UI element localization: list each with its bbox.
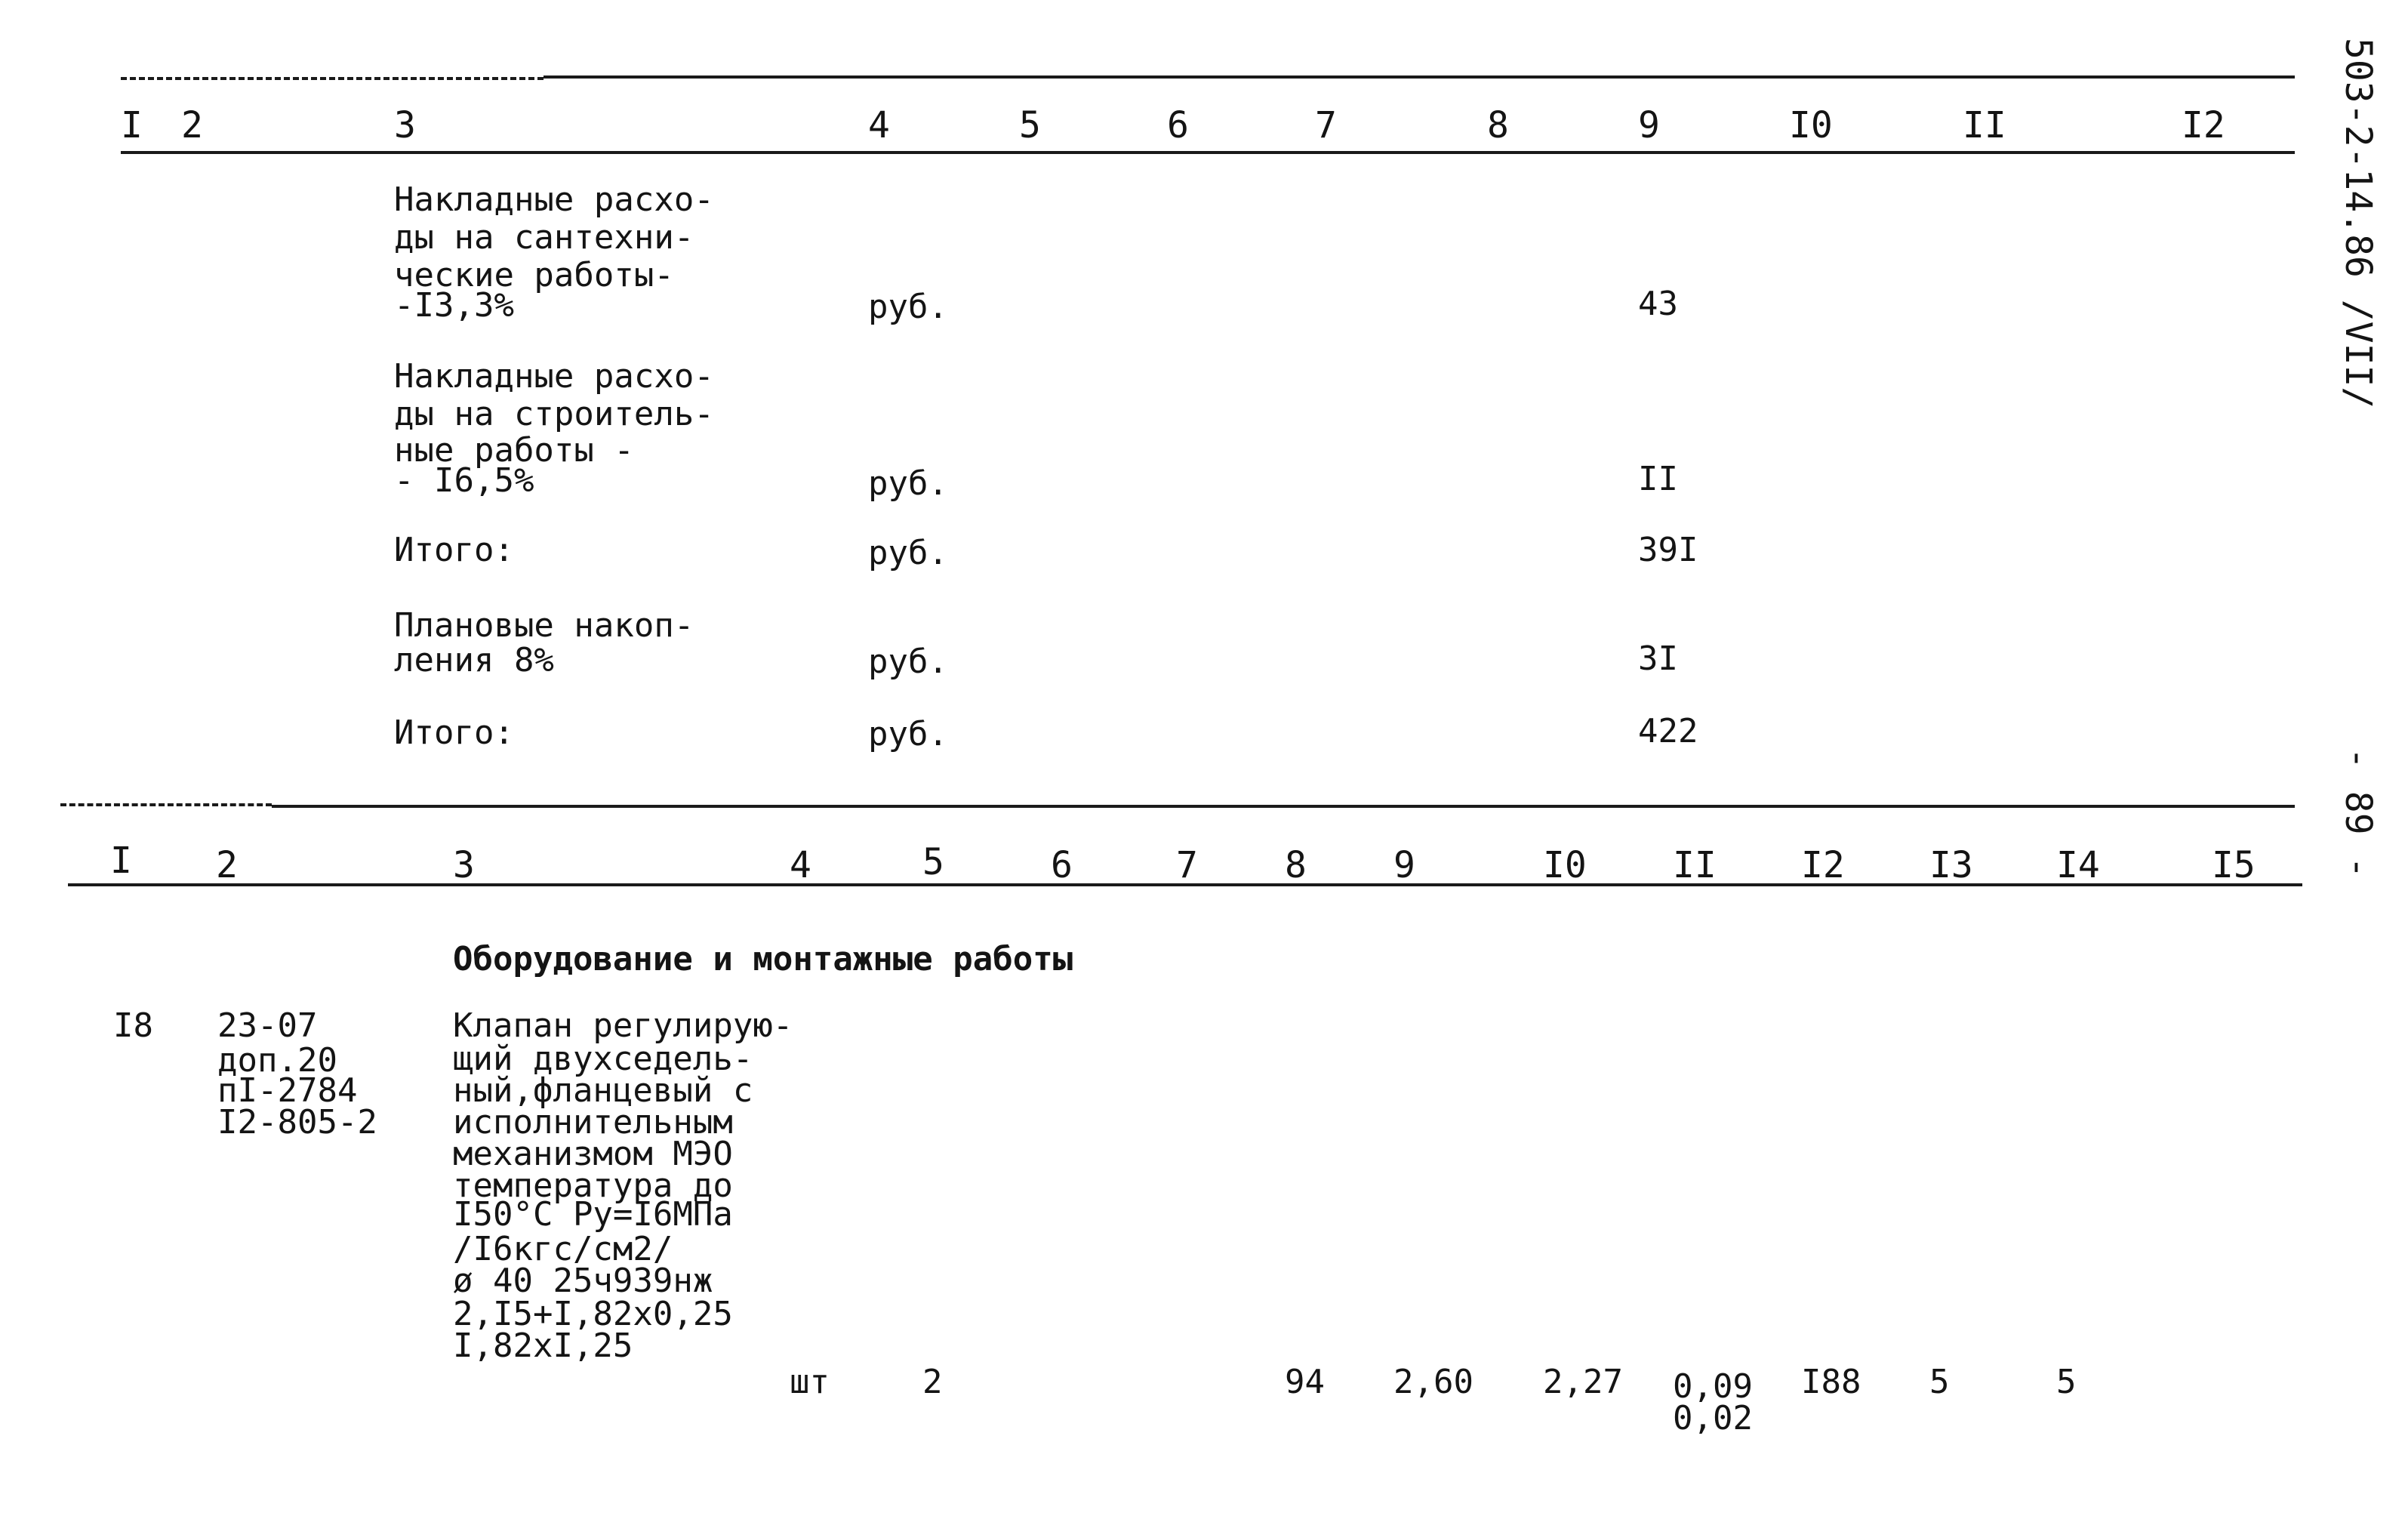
upper-col-header: 9	[1638, 104, 1660, 146]
lower-col-header: I0	[1543, 844, 1587, 886]
upper-col-header: 7	[1315, 104, 1337, 146]
upper-col-header: I0	[1789, 104, 1833, 146]
upper-col-header: 6	[1167, 104, 1189, 146]
lower-col-header: 3	[453, 844, 475, 886]
lower-col-header: II	[1673, 844, 1717, 886]
upper-header-rule	[121, 151, 2295, 154]
upper-col-header: 5	[1019, 104, 1041, 146]
item-col-11: 0,09	[1673, 1367, 1753, 1406]
row-unit: руб.	[868, 288, 948, 326]
upper-col-header: 8	[1487, 104, 1509, 146]
row-unit: руб.	[868, 715, 948, 753]
row-value: 39I	[1638, 531, 1698, 569]
row-description-line: Накладные расхо-	[394, 180, 714, 219]
item-description-line: ø 40 25ч939нж	[453, 1262, 713, 1300]
item-code-line: 23-07	[217, 1006, 318, 1045]
row-description-line: ческие работы-	[394, 256, 674, 294]
item-description-line: щий двухседель-	[453, 1040, 753, 1078]
row-description-line: ления 8%	[394, 641, 554, 679]
row-description-line: Накладные расхо-	[394, 357, 714, 396]
item-description-line: 2,I5+I,82x0,25	[453, 1295, 733, 1333]
item-description-line: температура до	[453, 1166, 733, 1205]
row-description-line: -I3,3%	[394, 286, 514, 325]
item-description-line: /I6кгс/см2/	[453, 1230, 673, 1268]
item-unit: шт	[790, 1363, 830, 1401]
item-number: I8	[113, 1006, 153, 1045]
lower-col-header: I2	[1801, 844, 1845, 886]
item-description-line: ный,фланцевый с	[453, 1071, 753, 1110]
row-unit: руб.	[868, 534, 948, 572]
item-col-10: 2,27	[1543, 1363, 1623, 1401]
lower-top-rule	[272, 805, 2295, 808]
row-value: 422	[1638, 712, 1698, 750]
upper-top-rule-dashed	[121, 77, 543, 80]
lower-col-header: I4	[2056, 844, 2100, 886]
row-description-line: Итого:	[394, 713, 514, 752]
row-value: 3I	[1638, 639, 1678, 678]
item-col-12: I88	[1801, 1363, 1861, 1401]
item-col-11: 0,02	[1673, 1399, 1753, 1437]
item-description-line: механизмом МЭО	[453, 1135, 733, 1173]
item-description-line: Клапан регулирую-	[453, 1006, 793, 1045]
item-code-line: пI-2784	[217, 1071, 358, 1110]
item-col-8: 94	[1285, 1363, 1325, 1401]
item-description-line: I50°C Ру=I6МПа	[453, 1195, 733, 1234]
row-description-line: Плановые накоп-	[394, 606, 694, 645]
lower-col-header: 2	[216, 844, 238, 886]
row-description-line: Итого:	[394, 531, 514, 569]
document-code: 503-2-14.86 /VII/	[2337, 38, 2379, 409]
lower-col-header: 9	[1393, 844, 1415, 886]
lower-header-rule	[68, 883, 2302, 886]
row-description-line: ды на сантехни-	[394, 218, 694, 257]
lower-col-header: 7	[1176, 844, 1198, 886]
item-description-line: исполнительным	[453, 1103, 733, 1142]
upper-col-header: 4	[868, 104, 890, 146]
upper-top-rule	[543, 75, 2295, 79]
lower-col-header: 5	[922, 841, 944, 883]
lower-top-rule-dashed	[60, 803, 272, 806]
row-description-line: - I6,5%	[394, 461, 534, 500]
lower-col-header: I3	[1929, 844, 1973, 886]
upper-col-header: II	[1963, 104, 2006, 146]
item-code-line: доп.20	[217, 1041, 337, 1080]
item-quantity: 2	[922, 1363, 943, 1401]
upper-col-header: I2	[2182, 104, 2225, 146]
item-code-line: I2-805-2	[217, 1103, 377, 1142]
row-description-line: ды на строитель-	[394, 395, 714, 433]
row-value: II	[1638, 460, 1678, 498]
upper-col-header: I	[121, 104, 143, 146]
lower-col-header: 6	[1051, 844, 1073, 886]
section-title: Оборудование и монтажные работы	[453, 940, 1073, 978]
item-col-13: 5	[1929, 1363, 1950, 1401]
item-col-9: 2,60	[1393, 1363, 1473, 1401]
row-unit: руб.	[868, 642, 948, 681]
lower-col-header: 8	[1285, 844, 1307, 886]
upper-col-header: 2	[181, 104, 203, 146]
row-unit: руб.	[868, 464, 948, 503]
item-col-14: 5	[2056, 1363, 2077, 1401]
upper-col-header: 3	[394, 104, 416, 146]
page-number: - 89 -	[2337, 747, 2379, 879]
lower-col-header: I5	[2212, 844, 2256, 886]
row-description-line: ные работы -	[394, 431, 634, 470]
item-description-line: I,82xI,25	[453, 1326, 633, 1365]
lower-col-header: I	[110, 840, 132, 882]
row-value: 43	[1638, 285, 1678, 323]
lower-col-header: 4	[790, 844, 811, 886]
